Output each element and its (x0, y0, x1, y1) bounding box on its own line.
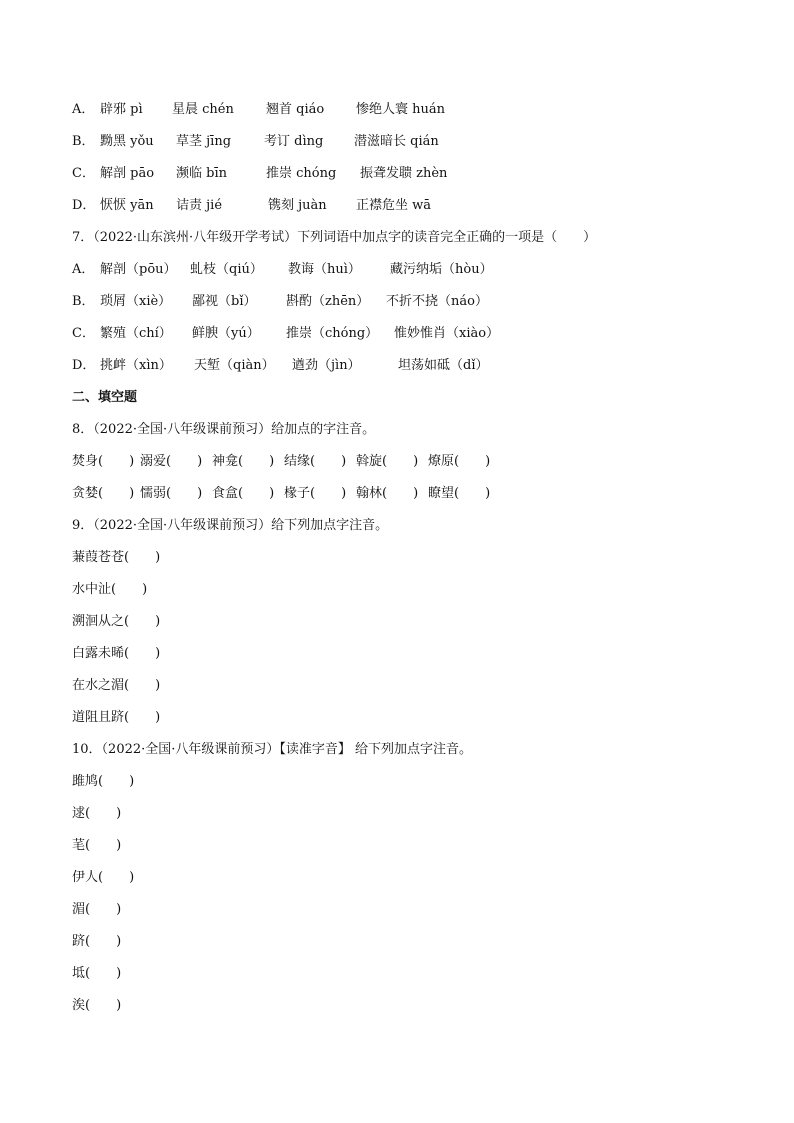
option-item: 教诲（huì） (288, 262, 361, 277)
option-label: D． (72, 198, 96, 213)
option-item: 繁殖（chí） (100, 326, 172, 341)
option-item: 藏污纳垢（hòu） (390, 262, 493, 277)
option-item: 濒临 bīn (176, 166, 227, 181)
option-item: 推崇 chóng (266, 166, 337, 181)
question-text: 9．（2022·全国·八年级课前预习）给下列加点字注音。 (72, 518, 389, 533)
fill-item: 神龛( ) (212, 454, 275, 469)
option-item: 坦荡如砥（dǐ） (398, 358, 489, 373)
option-item: 诘责 jié (176, 198, 223, 213)
option-item: 解剖 pāo (100, 166, 155, 181)
fill-item: 白露未晞( ) (72, 646, 161, 661)
option-item: 黝黑 yǒu (100, 134, 154, 149)
fill-item: 贪婪( ) (72, 486, 135, 501)
section-title: 二、填空题 (72, 390, 138, 405)
fill-item: 湄( ) (72, 902, 122, 917)
option-label: A． (72, 102, 95, 117)
option-item: 恹恹 yān (100, 198, 154, 213)
option-item: 天堑（qiàn） (194, 358, 275, 373)
option-item: 挑衅（xìn） (100, 358, 172, 373)
fill-item: 伊人( ) (72, 870, 135, 885)
option-item: 镌刻 juàn (268, 198, 327, 213)
fill-item: 椽子( ) (284, 486, 347, 501)
fill-item: 芼( ) (72, 838, 122, 853)
fill-item: 溺爱( ) (140, 454, 203, 469)
fill-item: 坻( ) (72, 966, 122, 981)
question-text: 10．（2022·全国·八年级课前预习）【读准字音】 给下列加点字注音。 (72, 742, 473, 757)
option-item: 遒劲（jìn） (292, 358, 361, 373)
fill-item: 斡旋( ) (356, 454, 419, 469)
fill-item: 食盒( ) (212, 486, 275, 501)
fill-item: 雎鸠( ) (72, 774, 135, 789)
fill-item: 燎原( ) (428, 454, 491, 469)
fill-item: 逑( ) (72, 806, 122, 821)
option-item: 琐屑（xiè） (100, 294, 172, 309)
option-item: 鲜腴（yú） (192, 326, 260, 341)
fill-item: 蒹葭苍苍( ) (72, 550, 161, 565)
option-label: A． (72, 262, 95, 277)
option-item: 斟酌（zhēn） (286, 294, 370, 309)
option-item: 草茎 jīng (176, 134, 232, 149)
option-label: B． (72, 134, 95, 149)
option-item: 不折不挠（náo） (386, 294, 488, 309)
option-label: C． (72, 326, 95, 341)
fill-item: 结缘( ) (284, 454, 347, 469)
option-label: B． (72, 294, 95, 309)
option-item: 辟邪 pì (100, 102, 143, 117)
option-item: 考订 dìng (264, 134, 324, 149)
fill-item: 瞭望( ) (428, 486, 491, 501)
fill-item: 跻( ) (72, 934, 122, 949)
option-item: 惟妙惟肖（xiào） (394, 326, 500, 341)
fill-item: 懦弱( ) (140, 486, 203, 501)
option-item: 虬枝（qiú） (190, 262, 263, 277)
option-item: 翘首 qiáo (266, 102, 325, 117)
fill-item: 在水之湄( ) (72, 678, 161, 693)
question-text: 8．（2022·全国·八年级课前预习）给加点的字注音。 (72, 422, 376, 437)
option-item: 星晨 chén (172, 102, 234, 117)
fill-item: 涘( ) (72, 998, 122, 1013)
option-item: 正襟危坐 wā (356, 198, 432, 213)
fill-item: 焚身( ) (72, 454, 135, 469)
fill-item: 水中沚( ) (72, 582, 148, 597)
question-text: 7．（2022·山东滨州·八年级开学考试）下列词语中加点字的读音完全正确的一项是（ ） (72, 230, 597, 245)
option-item: 鄙视（bǐ） (192, 294, 257, 309)
option-item: 解剖（pōu） (100, 262, 177, 277)
option-item: 惨绝人寰 huán (356, 102, 446, 117)
option-label: D． (72, 358, 96, 373)
option-item: 潜滋暗长 qián (354, 134, 439, 149)
fill-item: 翰林( ) (356, 486, 419, 501)
option-item: 振聋发聩 zhèn (360, 166, 448, 181)
fill-item: 道阻且跻( ) (72, 710, 161, 725)
option-item: 推崇（chóng） (286, 326, 379, 341)
fill-item: 溯洄从之( ) (72, 614, 161, 629)
option-label: C． (72, 166, 95, 181)
